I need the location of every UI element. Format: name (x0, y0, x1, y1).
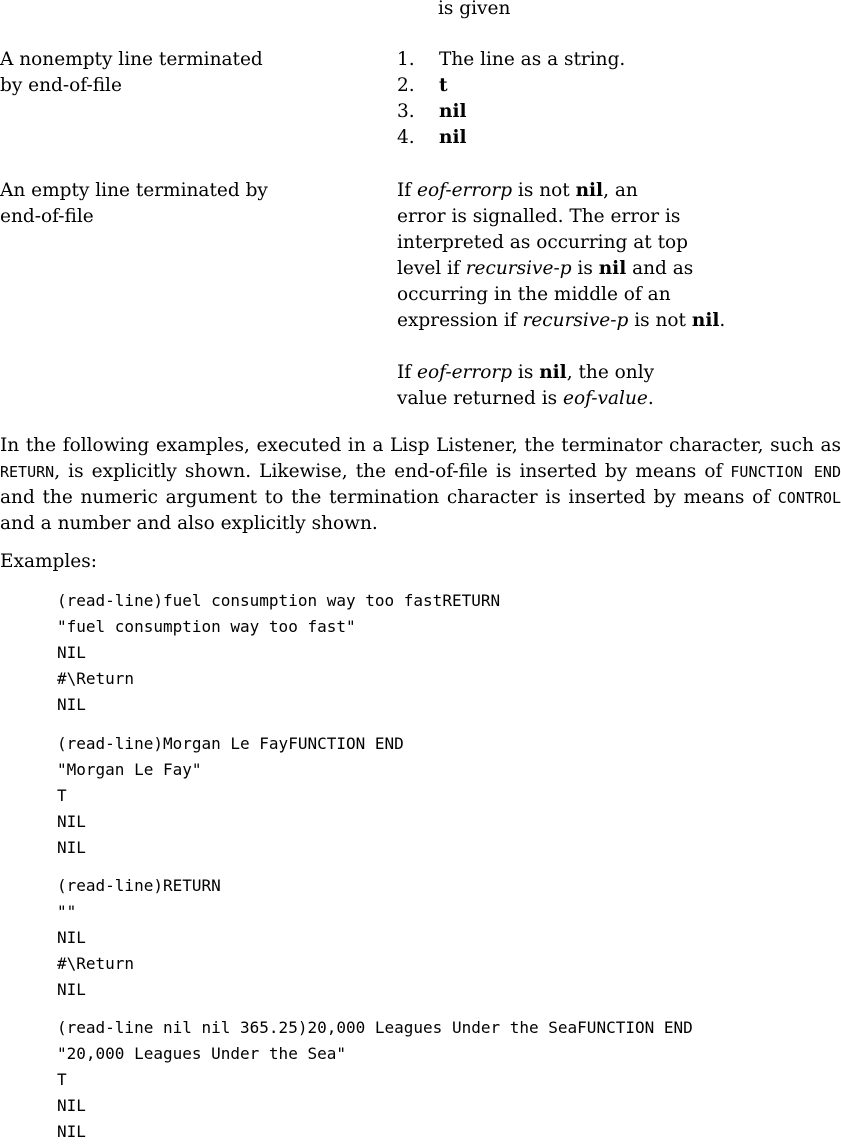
code-example-1 (57, 588, 500, 718)
condition-line: A nonempty line terminated (0, 49, 263, 70)
table-row-1-condition (0, 47, 263, 99)
code-example-3 (57, 873, 221, 1003)
code-line: #\Return (57, 954, 135, 973)
examples-heading: Examples: (0, 551, 97, 572)
table-row-2-description: If eof-errorp is not nil, an error is signalled. The error is interpreted as occurring at top level if recursive-p is nil and as occurring in the middle of an expression if recursive-p is not nil. If eof-errorp is nil, the only value returned is eof-value. (397, 180, 726, 409)
condition-line: end-of-file (0, 206, 94, 227)
code-line: T (57, 1070, 67, 1089)
intro-paragraph: In the following examples, executed in a Lisp Listener, the terminator character, such as RETURN, is explicitly shown. Likewise, the end-of-file is inserted by means of FUNCTION END and the numeric argument to the termination character is inserted by means of CONTROL and a number and also explicitly shown. (0, 435, 841, 534)
code-example-2 (57, 731, 404, 861)
code-line: NIL (57, 695, 86, 714)
code-line: NIL (57, 980, 86, 999)
code-line: (read-line)fuel consumption way too fastRETURN (57, 591, 501, 610)
condition-line: An empty line terminated by (0, 180, 268, 201)
table-row-1-values (397, 47, 625, 151)
key-name: RETURN (0, 463, 55, 481)
code-line: "fuel consumption way too fast" (57, 617, 356, 636)
key-name: CONTROL (777, 489, 841, 507)
continued-text: is given (438, 0, 511, 19)
list-item: 2. t (397, 75, 448, 96)
code-line: NIL (57, 643, 86, 662)
code-line: NIL (57, 812, 86, 831)
code-line: NIL (57, 838, 86, 857)
key-name: FUNCTION END (730, 463, 841, 481)
code-line: (read-line nil nil 365.25)20,000 Leagues Under the SeaFUNCTION END (57, 1018, 693, 1037)
table-row-2-condition (0, 178, 268, 230)
code-line: T (57, 786, 67, 805)
condition-line: by end-of-file (0, 75, 122, 96)
code-line: (read-line)RETURN (57, 876, 221, 895)
list-item: 1. The line as a string. (397, 49, 626, 70)
list-item: 3. nil (397, 101, 467, 122)
code-line: "Morgan Le Fay" (57, 760, 202, 779)
code-line: #\Return (57, 669, 135, 688)
code-example-4 (57, 1015, 693, 1145)
code-line: NIL (57, 1122, 86, 1141)
code-line: NIL (57, 928, 86, 947)
code-line: "" (57, 902, 77, 921)
code-line: NIL (57, 1096, 86, 1115)
code-line: (read-line)Morgan Le FayFUNCTION END (57, 734, 404, 753)
code-line: "20,000 Leagues Under the Sea" (57, 1044, 346, 1063)
list-item: 4. nil (397, 127, 467, 148)
